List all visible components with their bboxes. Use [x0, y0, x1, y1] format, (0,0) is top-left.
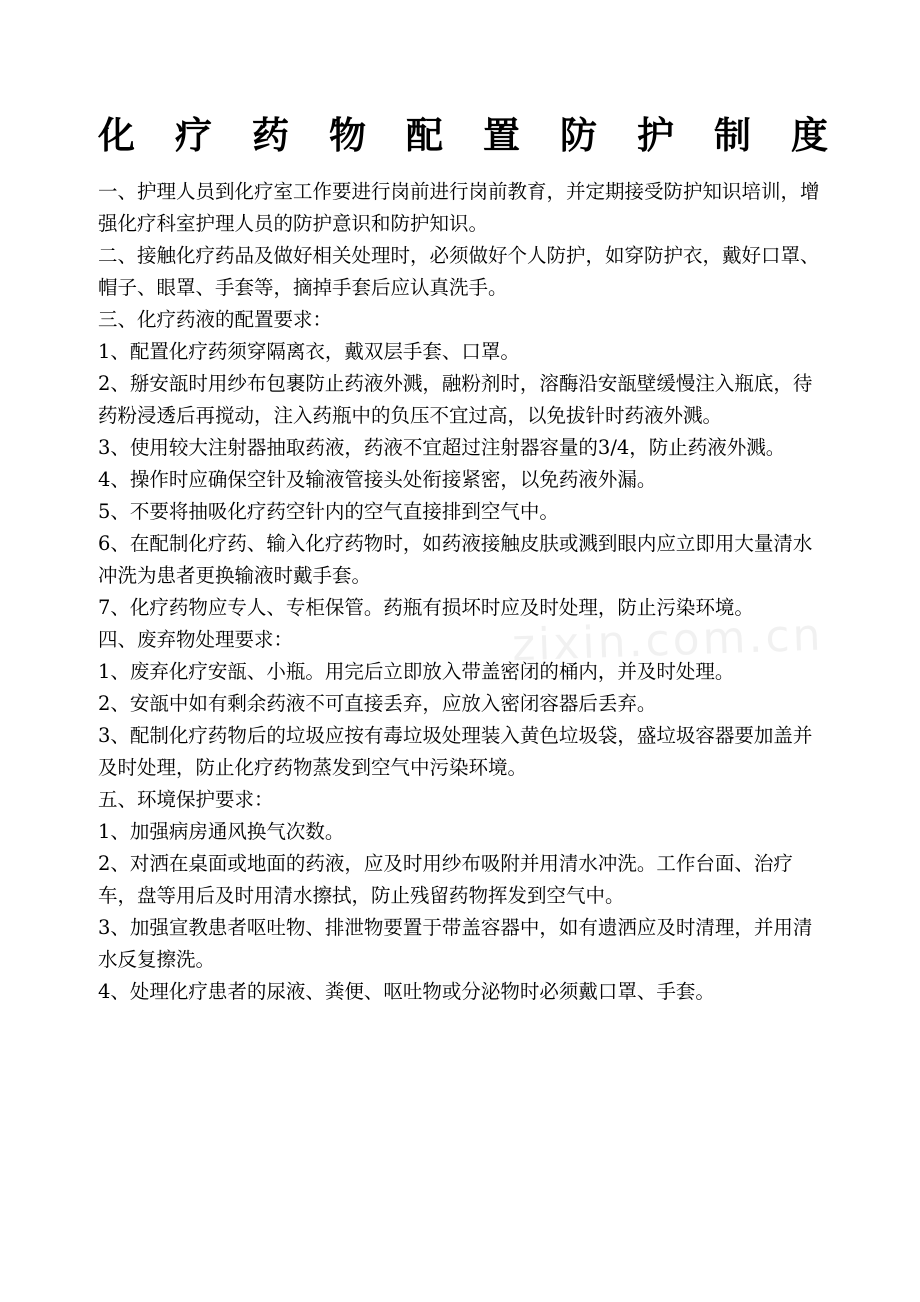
list-item: 4、处理化疗患者的尿液、粪便、呕吐物或分泌物时必须戴口罩、手套。 [98, 980, 715, 1003]
list-item: 2、对洒在桌面或地面的药液，应及时用纱布吸附并用清水冲洗。工作台面、治疗车，盘等用后及时用清水擦拭，防止残留药物挥发到空气中。 [98, 852, 793, 907]
list-item: 2、安瓿中如有剩余药液不可直接丢弃，应放入密闭容器后丢弃。 [98, 692, 657, 715]
section-heading: 三、化疗药液的配置要求： [98, 308, 333, 331]
list-item: 1、加强病房通风换气次数。 [98, 820, 345, 843]
list-item: 1、废弃化疗安瓿、小瓶。用完后立即放入带盖密闭的桶内，并及时处理。 [98, 660, 735, 683]
list-item: 4、操作时应确保空针及输液管接头处衔接紧密，以免药液外漏。 [98, 468, 657, 491]
section-heading: 四、废弃物处理要求： [98, 628, 294, 651]
document-title [98, 108, 828, 164]
title-char: 防 [560, 114, 597, 157]
section-2-paragraph: 二、接触化疗药品及做好相关处理时，必须做好个人防护，如穿防护衣，戴好口罩、帽子、眼罩、手套等，摘掉手套后应认真洗手。 [98, 244, 820, 299]
list-item: 6、在配制化疗药、输入化疗药物时，如药液接触皮肤或溅到眼内应立即用大量清水冲洗为患者更换输液时戴手套。 [98, 532, 813, 587]
list-item: 1、配置化疗药须穿隔离衣，戴双层手套、口罩。 [98, 340, 520, 363]
title-char: 配 [406, 114, 443, 157]
title-char: 制 [714, 114, 751, 157]
list-item: 3、加强宣教患者呕吐物、排泄物要置于带盖容器中，如有遗洒应及时清理，并用清水反复擦洗。 [98, 916, 813, 971]
list-item: 5、不要将抽吸化疗药空针内的空气直接排到空气中。 [98, 500, 559, 523]
list-item: 7、化疗药物应专人、专柜保管。药瓶有损坏时应及时处理，防止污染环境。 [98, 596, 754, 619]
document-body [98, 176, 828, 1008]
list-item: 2、掰安瓿时用纱布包裹防止药液外溅，融粉剂时，溶酶沿安瓿壁缓慢注入瓶底，待药粉浸透后再搅动，注入药瓶中的负压不宜过高，以免拔针时药液外溅。 [98, 372, 813, 427]
title-char: 度 [791, 114, 828, 157]
title-char: 药 [252, 114, 289, 157]
section-1-paragraph: 一、护理人员到化疗室工作要进行岗前进行岗前教育，并定期接受防护知识培训，增强化疗科室护理人员的防护意识和防护知识。 [98, 180, 820, 235]
list-item: 3、使用较大注射器抽取药液，药液不宜超过注射器容量的3/4，防止药液外溅。 [98, 436, 786, 459]
watermark: zixin.com.cn [511, 609, 825, 672]
title-char: 物 [329, 114, 366, 157]
section-heading: 五、环境保护要求： [98, 788, 274, 811]
title-char: 护 [637, 114, 674, 157]
list-item: 3、配制化疗药物后的垃圾应按有毒垃圾处理装入黄色垃圾袋，盛垃圾容器要加盖并及时处理，防止化疗药物蒸发到空气中污染环境。 [98, 724, 813, 779]
title-char: 疗 [175, 114, 212, 157]
title-char: 化 [98, 114, 135, 157]
title-char: 置 [483, 114, 520, 157]
